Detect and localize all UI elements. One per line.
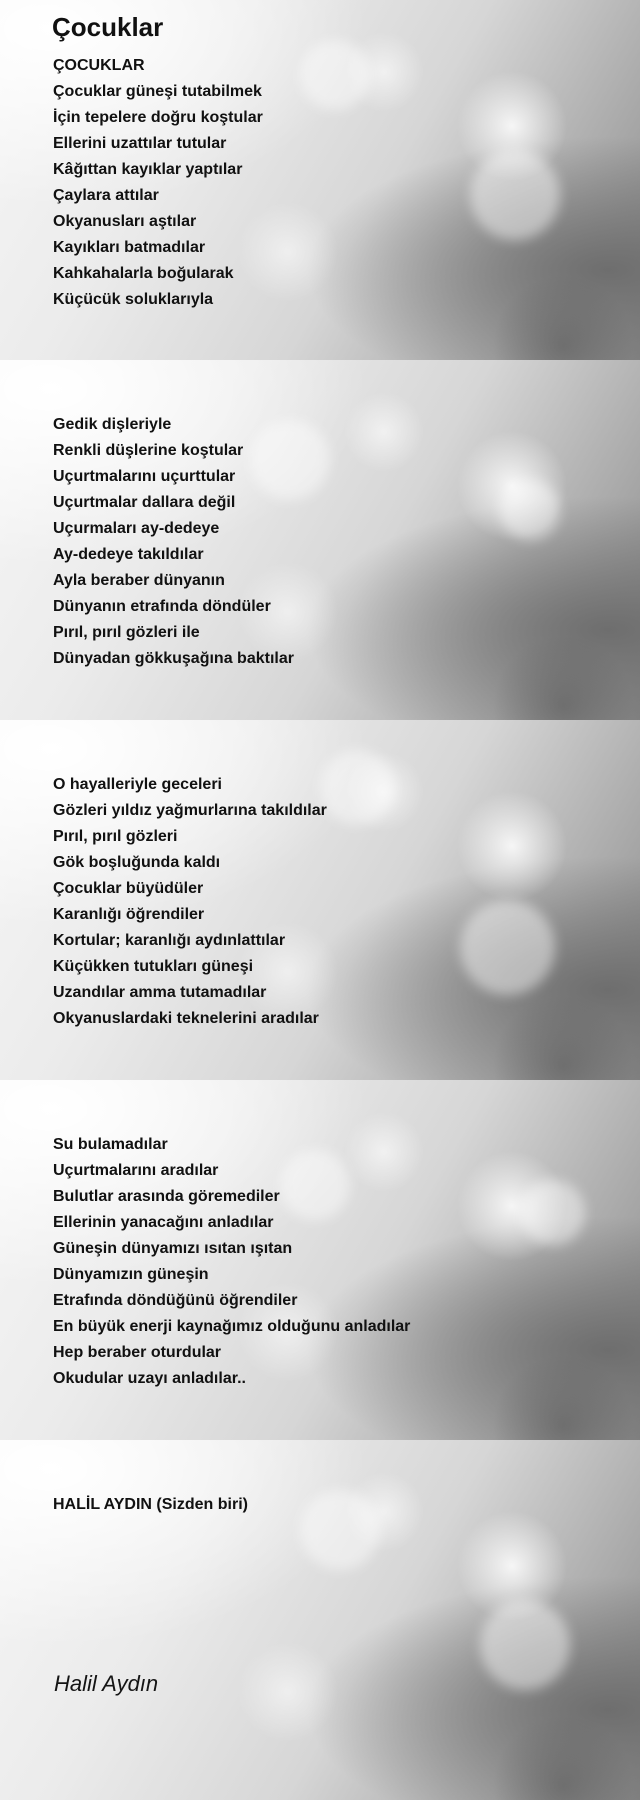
poem-panel-4 <box>0 1080 640 1440</box>
poem-line: Kahkahalarla boğularak <box>53 265 234 282</box>
poem-line: Dünyamızın güneşin <box>53 1266 209 1283</box>
poem-line: Hep beraber oturdular <box>53 1344 222 1361</box>
poem-line: Ellerini uzattılar tutular <box>53 135 227 152</box>
bokeh-light <box>480 1600 570 1690</box>
poem-line: İçin tepelere doğru koştular <box>53 109 263 126</box>
poem-line: Ayla beraber dünyanın <box>53 572 225 589</box>
poem-line: Kâğıttan kayıklar yaptılar <box>53 161 243 178</box>
poem-line: Güneşin dünyamızı ısıtan ışıtan <box>53 1240 293 1257</box>
poem-author-line: HALİL AYDIN (Sizden biri) <box>53 1496 248 1513</box>
bokeh-light <box>470 150 560 240</box>
poem-line: Kortular; karanlığı aydınlattılar <box>53 932 286 949</box>
poem-line: Dünyanın etrafında döndüler <box>53 598 271 615</box>
bokeh-light <box>320 750 395 825</box>
poem-line: Uçurtmalarını aradılar <box>53 1162 219 1179</box>
stanza-5 <box>53 1492 248 1518</box>
poem-panel-2 <box>0 360 640 720</box>
poem-line: Uçurmaları ay-dedeye <box>53 520 220 537</box>
poem-line: Etrafında döndüğünü öğrendiler <box>53 1292 298 1309</box>
bokeh-light <box>460 900 555 995</box>
poem-line: ÇOCUKLAR <box>53 57 145 74</box>
poem-line: Küçücük soluklarıyla <box>53 291 214 308</box>
poem-line: Uzandılar amma tutamadılar <box>53 984 267 1001</box>
author-signature: Halil Aydın <box>54 1671 159 1696</box>
poem-line: Pırıl, pırıl gözleri ile <box>53 624 200 641</box>
poem-line: Okudular uzayı anladılar.. <box>53 1370 246 1387</box>
poem-line: Küçükken tutukları güneşi <box>53 958 254 975</box>
stanza-2 <box>53 412 294 672</box>
poem-line: Bulutlar arasında göremediler <box>53 1188 280 1205</box>
poem-line: En büyük enerji kaynağımız olduğunu anladılar <box>53 1318 411 1335</box>
poem-line: Okyanuslardaki teknelerini aradılar <box>53 1010 319 1027</box>
poem-line: Ay-dedeye takıldılar <box>53 546 204 563</box>
poem-panel-5 <box>0 1440 640 1800</box>
poem-panel-3 <box>0 720 640 1080</box>
stanza-3 <box>53 772 327 1032</box>
poem-line: Okyanusları aştılar <box>53 213 197 230</box>
poem-line: Ellerinin yanacağını anladılar <box>53 1214 274 1231</box>
poem-line: Dünyadan gökkuşağına baktılar <box>53 650 294 667</box>
bokeh-light <box>300 40 370 110</box>
bokeh-light <box>300 1490 380 1570</box>
poem-line: Renkli düşlerine koştular <box>53 442 244 459</box>
poem-line: Su bulamadılar <box>53 1136 168 1153</box>
poem-line: Uçurtmalar dallara değil <box>53 494 236 511</box>
poem-line: Gök boşluğunda kaldı <box>53 854 221 871</box>
poem-line: Gözleri yıldız yağmurlarına takıldılar <box>53 802 327 819</box>
poem-line: Uçurtmalarını uçurttular <box>53 468 236 485</box>
poem-line: Çocuklar güneşi tutabilmek <box>53 83 262 100</box>
poem-line: O hayalleriyle geceleri <box>53 776 222 793</box>
poem-line: Pırıl, pırıl gözleri <box>53 828 178 845</box>
stanza-4 <box>53 1132 410 1392</box>
bokeh-light <box>520 1180 585 1245</box>
bokeh-light <box>500 480 560 540</box>
stanza-1 <box>53 53 263 313</box>
poem-line: Çocuklar büyüdüler <box>53 880 204 897</box>
poem-line: Çaylara attılar <box>53 187 159 204</box>
poem-line: Karanlığı öğrendiler <box>53 906 205 923</box>
poem-line: Kayıkları batmadılar <box>53 239 206 256</box>
poem-line: Gedik dişleriyle <box>53 416 172 433</box>
poem-title: Çocuklar <box>52 12 164 42</box>
poem-panel-1 <box>0 0 640 360</box>
